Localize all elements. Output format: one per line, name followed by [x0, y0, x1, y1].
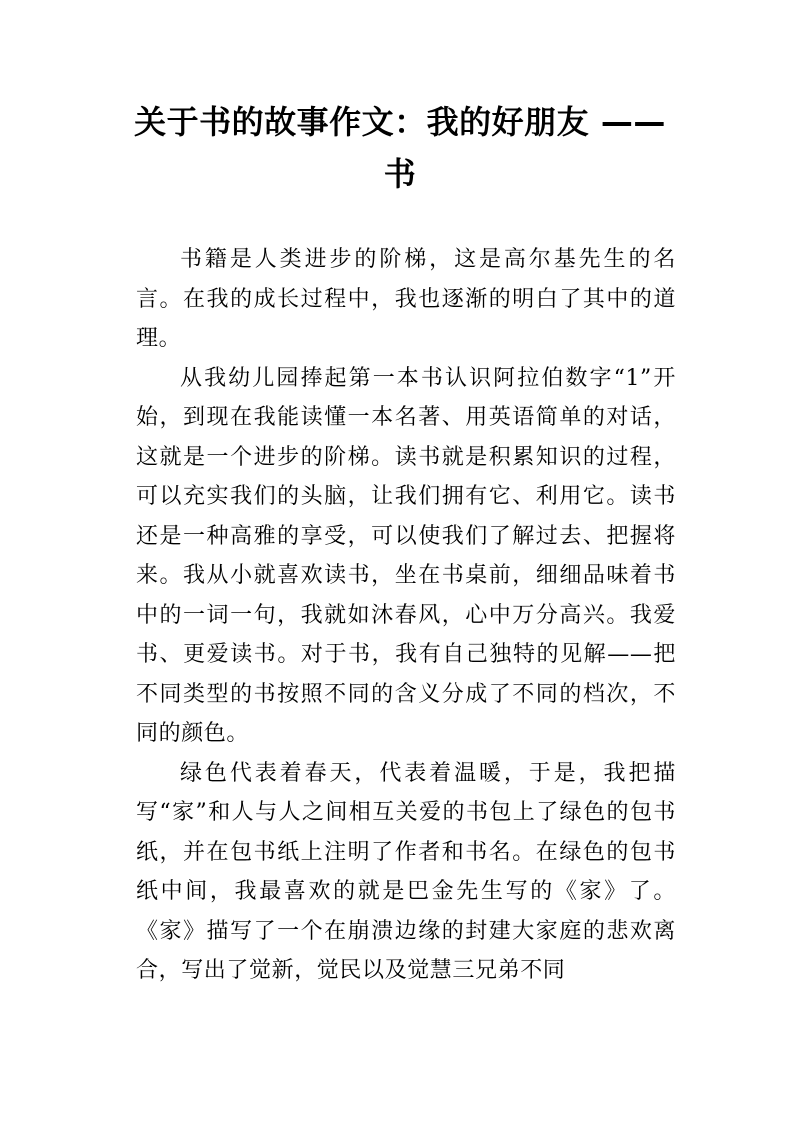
paragraph-2: 从我幼儿园捧起第一本书认识阿拉伯数字“1”开始，到现在我能读懂一本名著、用英语简单的对话，这就是一个进步的阶梯。读书就是积累知识的过程，可以充实我们的头脑，让我们拥有它、利用它。读书还是一种高雅的享受，可以使我们了解过去、把握将来。我从小就喜欢读书，坐在书桌前，细细品味着书中的一词一句，我就如沐春风，心中万分高兴。我爱书、更爱读书。对于书，我有自己独特的见解——把不同类型的书按照不同的含义分成了不同的档次，不同的颜色。	[136, 365, 676, 746]
document-body	[136, 240, 676, 991]
paragraph-1: 书籍是人类进步的阶梯，这是高尔基先生的名言。在我的成长过程中，我也逐渐的明白了其中的道理。	[136, 247, 676, 351]
document-title: 关于书的故事作文：我的好朋友 ——书	[134, 103, 666, 193]
paragraph-3: 绿色代表着春天，代表着温暖，于是，我把描写“家”和人与人之间相互关爱的书包上了绿色的包书纸，并在包书纸上注明了作者和书名。在绿色的包书纸中间，我最喜欢的就是巴金先生写的《家》了。《家》描写了一个在崩溃边缘的封建大家庭的悲欢离合，写出了觉新，觉民以及觉慧三兄弟不同	[136, 760, 676, 983]
